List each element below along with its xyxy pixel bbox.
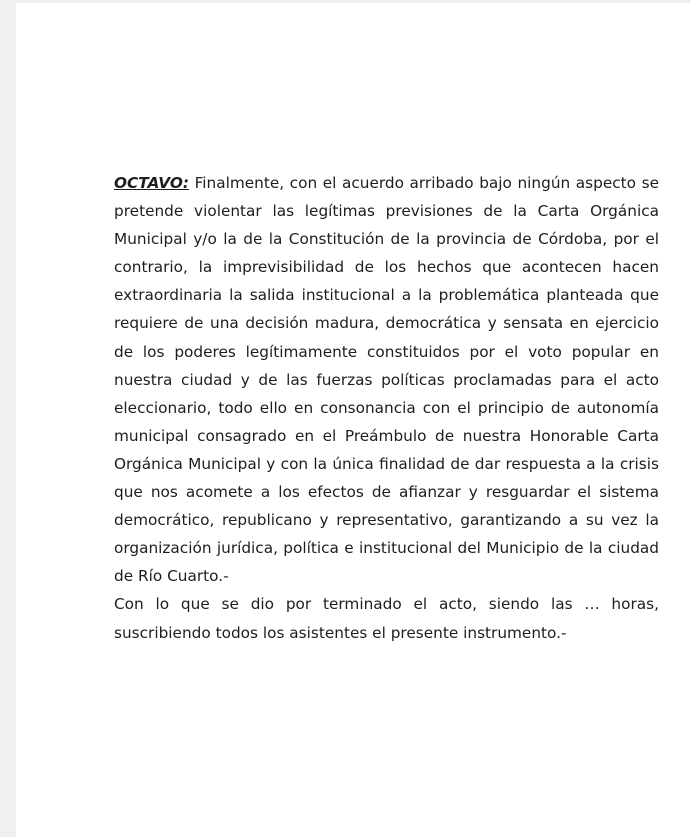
clause-heading: OCTAVO: (114, 174, 189, 192)
document-text (114, 169, 659, 647)
clause-body: Finalmente, con el acuerdo arribado bajo ningún aspecto se pretende violentar las legítimas previsiones de la Carta Orgánica Municipal y/o la de la Constitución de la provincia de Córdoba, por el contrario, la imprevisibilidad de los hechos que acontecen hacen extraordinaria la salida institucional a la problemática planteada que requiere de una decisión madura, democrática y sensata en ejercicio de los poderes legítimamente constituidos por el voto popular en nuestra ciudad y de las fuerzas políticas proclamadas para el acto eleccionario, todo ello en consonancia con el principio de autonomía municipal consagrado en el Preámbulo de nuestra Honorable Carta Orgánica Municipal y con la única finalidad de dar respuesta a la crisis que nos acomete a los efectos de afianzar y resguardar el sistema democrático, republicano y representativo, garantizando a su vez la organización jurídica, política e institucional del Municipio de la ciudad de Río Cuarto.- (114, 174, 659, 586)
clause-paragraph (114, 169, 659, 590)
closing-paragraph: Con lo que se dio por terminado el acto, siendo las … horas, suscribiendo todos los asistentes el presente instrumento.- (114, 595, 659, 642)
document-page (16, 3, 691, 837)
